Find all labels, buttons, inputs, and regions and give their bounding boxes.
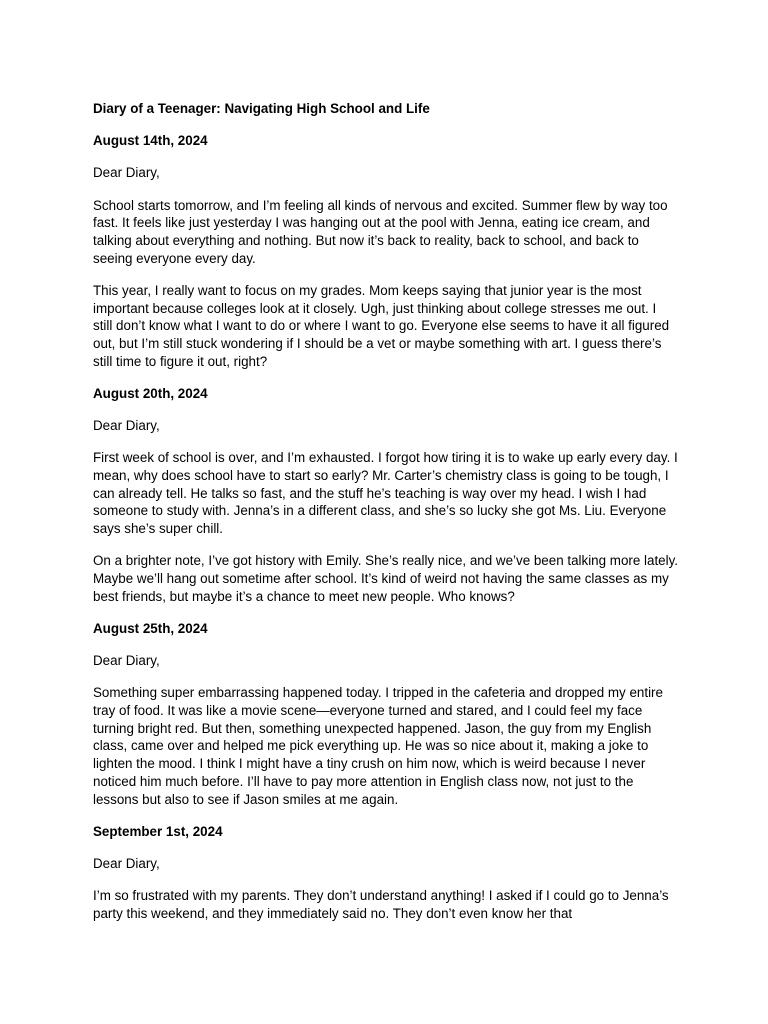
entry-date: August 25th, 2024 <box>93 620 208 636</box>
diary-entry <box>93 823 678 923</box>
document-page <box>93 100 678 937</box>
document-title: Diary of a Teenager: Navigating High School and Life <box>93 101 430 116</box>
entry-paragraph: School starts tomorrow, and I’m feeling all kinds of nervous and excited. Summer flew by way too fast. It feels like just yesterday I was hanging out at the pool with Jenna, eating ice cream, and talking about everything and nothing. But now it’s back to reality, back to school, and back to seeing everyone every day. <box>93 197 668 266</box>
entry-paragraph: Something super embarrassing happened today. I tripped in the cafeteria and dropped my entire tray of food. It was like a movie scene—everyone turned and stared, and I could feel my face turning bright red. But then, something unexpected happened. Jason, the guy from my English class, came over and helped me pick everything up. He was so nice about it, making a joke to lighten the mood. I think I might have a tiny crush on him now, which is weird because I never noticed him much before. I’ll have to pay more attention in English class now, not just to the lessons but also to see if Jason smiles at me again. <box>93 685 663 807</box>
entry-date: September 1st, 2024 <box>93 823 223 839</box>
entry-salutation: Dear Diary, <box>93 165 160 181</box>
entry-salutation: Dear Diary, <box>93 856 160 871</box>
entry-date: August 20th, 2024 <box>93 385 208 401</box>
diary-entry <box>93 620 678 808</box>
entry-paragraph: On a brighter note, I’ve got history with Emily. She’s really nice, and we’ve been talking more lately. Maybe we’ll hang out sometime after school. It’s kind of weird not having the same classes as my best friends, but maybe it’s a chance to meet new people. Who knows? <box>93 553 679 604</box>
entry-date: August 14th, 2024 <box>93 133 208 149</box>
entry-paragraph: First week of school is over, and I’m exhausted. I forgot how tiring it is to wake up early every day. I mean, why does school have to start so early? Mr. Carter’s chemistry class is going to be tough, I can already tell. He talks so fast, and the stuff he’s teaching is way over my head. I wish I had someone to study with. Jenna’s in a different class, and she’s so lucky she got Ms. Liu. Everyone says she’s super chill. <box>93 450 678 537</box>
entry-paragraph: This year, I really want to focus on my grades. Mom keeps saying that junior year is the most important because colleges look at it closely. Ugh, just thinking about college stresses me out. I still don’t know what I want to do or where I want to go. Everyone else seems to have it all figured out, but I’m still stuck wondering if I should be a vet or maybe something with art. I guess there’s still time to figure it out, right? <box>93 282 670 369</box>
entry-salutation: Dear Diary, <box>93 653 160 669</box>
diary-entry <box>93 132 678 370</box>
entry-salutation: Dear Diary, <box>93 418 160 434</box>
entry-paragraph: I’m so frustrated with my parents. They don’t understand anything! I asked if I could go to Jenna’s party this weekend, and they immediately said no. They don’t even know her that <box>93 888 669 921</box>
diary-entry <box>93 385 678 606</box>
